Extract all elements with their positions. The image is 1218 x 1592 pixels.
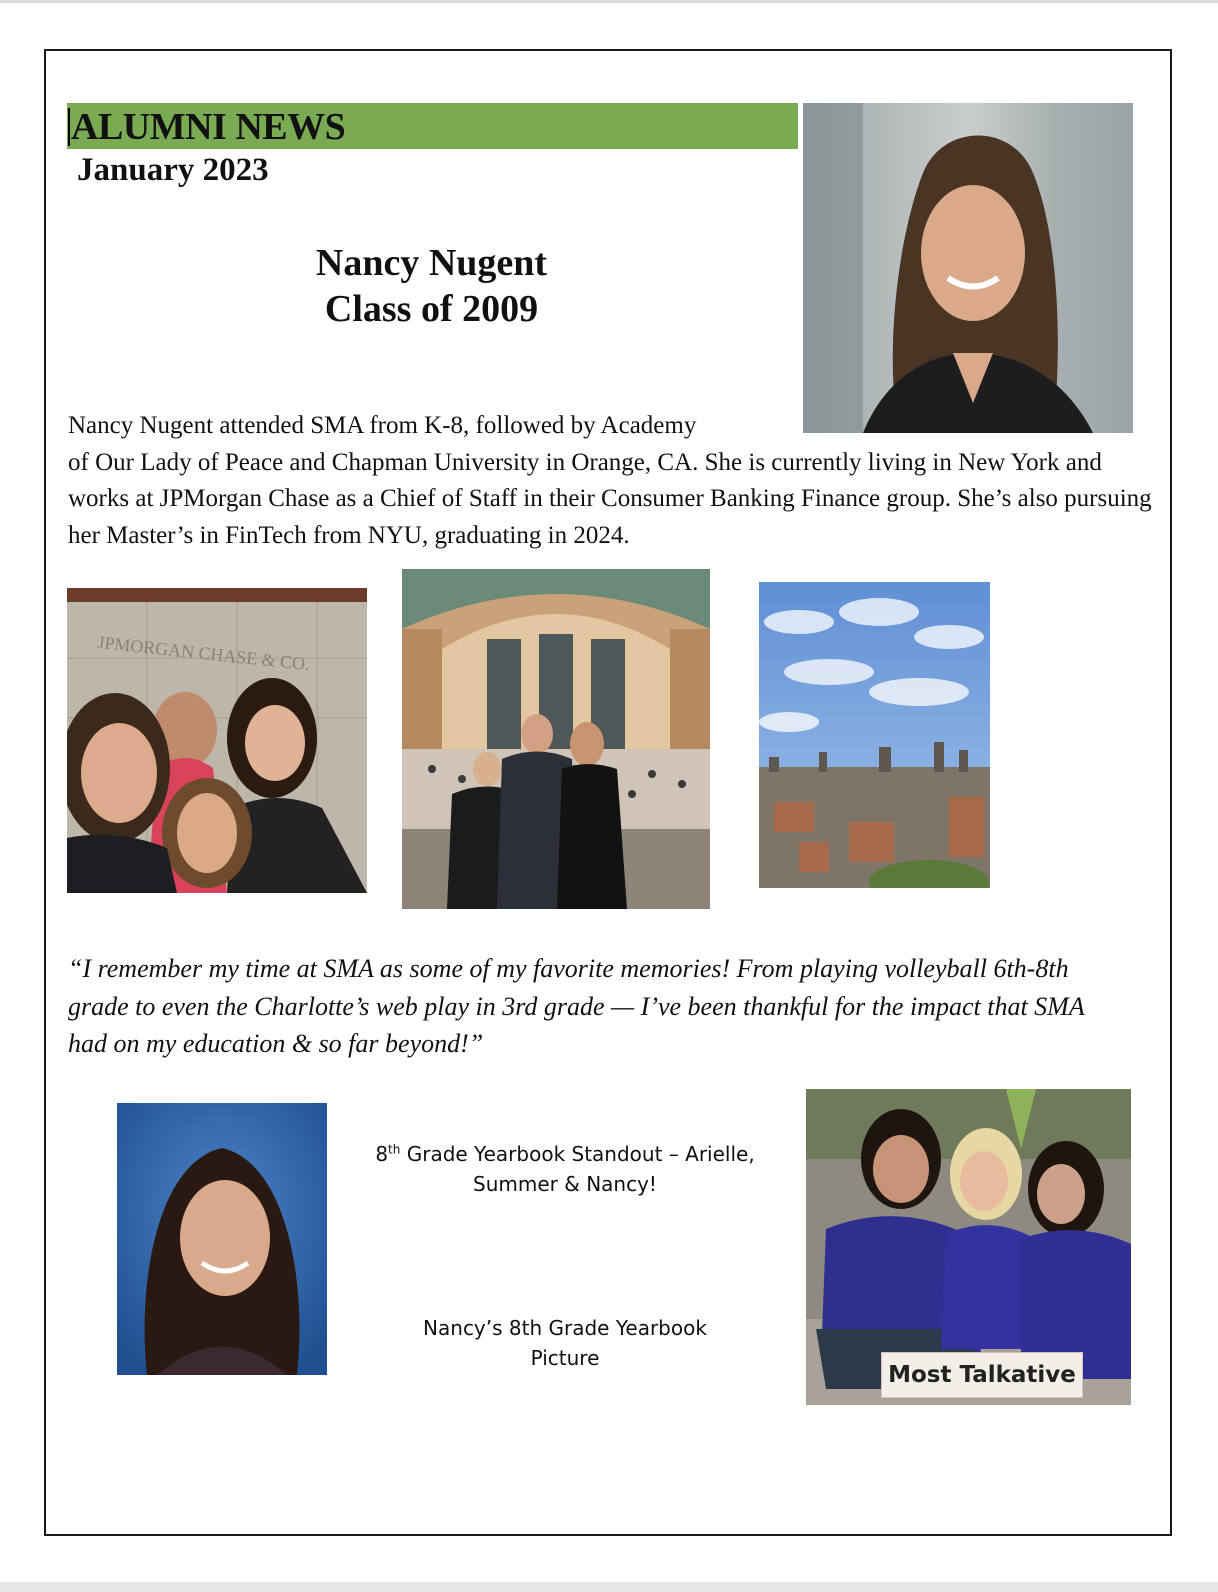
alumni-news-banner [67, 103, 798, 149]
standout-caption-line-1 [360, 1139, 770, 1169]
alumna-quote: “I remember my time at SMA as some of my favorite memories! From playing volleyball 6th-8th grade to even the Charlotte’s web play in 3rd grade — I’ve been thankful for the impact that SMA had on my education & so far beyond!” [68, 954, 1085, 1058]
bottom-edge [0, 1582, 1218, 1592]
standout-ordinal: th [388, 1142, 401, 1157]
banner-title: ALUMNI NEWS [71, 106, 346, 148]
yearbook-caption [380, 1313, 750, 1373]
alumna-name: Nancy Nugent [315, 242, 548, 284]
yearbook-caption-line-2: Picture [530, 1346, 600, 1370]
yearbook-portrait [117, 1103, 327, 1375]
headshot-photo [803, 103, 1133, 433]
bio-continued: of Our Lady of Peace and Chapman University in Orange, CA. She is currently living in New York and works at JPMorgan Chase as a Chief of Staff in their Consumer Banking Finance group. She’s also pursuing her Master’s in FinTech from NYU, graduating in 2024. [68, 448, 1152, 549]
alumna-heading [230, 240, 633, 332]
most-talkative-badge: Most Talkative [881, 1352, 1083, 1398]
standout-caption [360, 1139, 770, 1199]
yearbook-caption-line-1: Nancy’s 8th Grade Yearbook [423, 1316, 707, 1340]
jpmorgan-sign: JPMORGAN CHASE & CO. [96, 632, 311, 675]
text-cursor [68, 108, 70, 146]
alumna-class: Class of 2009 [324, 288, 539, 330]
standout-caption-line-2: Summer & Nancy! [473, 1172, 657, 1196]
city-skyline-photo [759, 582, 990, 888]
jpmorgan-group-photo [67, 588, 367, 893]
top-edge [0, 0, 1218, 3]
standout-caption-text: Grade Yearbook Standout – Arielle, [400, 1142, 755, 1166]
bio-line-1: Nancy Nugent attended SMA from K-8, followed by Academy [68, 412, 697, 439]
issue-date: January 2023 [77, 152, 269, 188]
grand-central-photo [402, 569, 710, 909]
standout-grade-number: 8 [375, 1142, 389, 1166]
bio-paragraph [68, 408, 1158, 554]
